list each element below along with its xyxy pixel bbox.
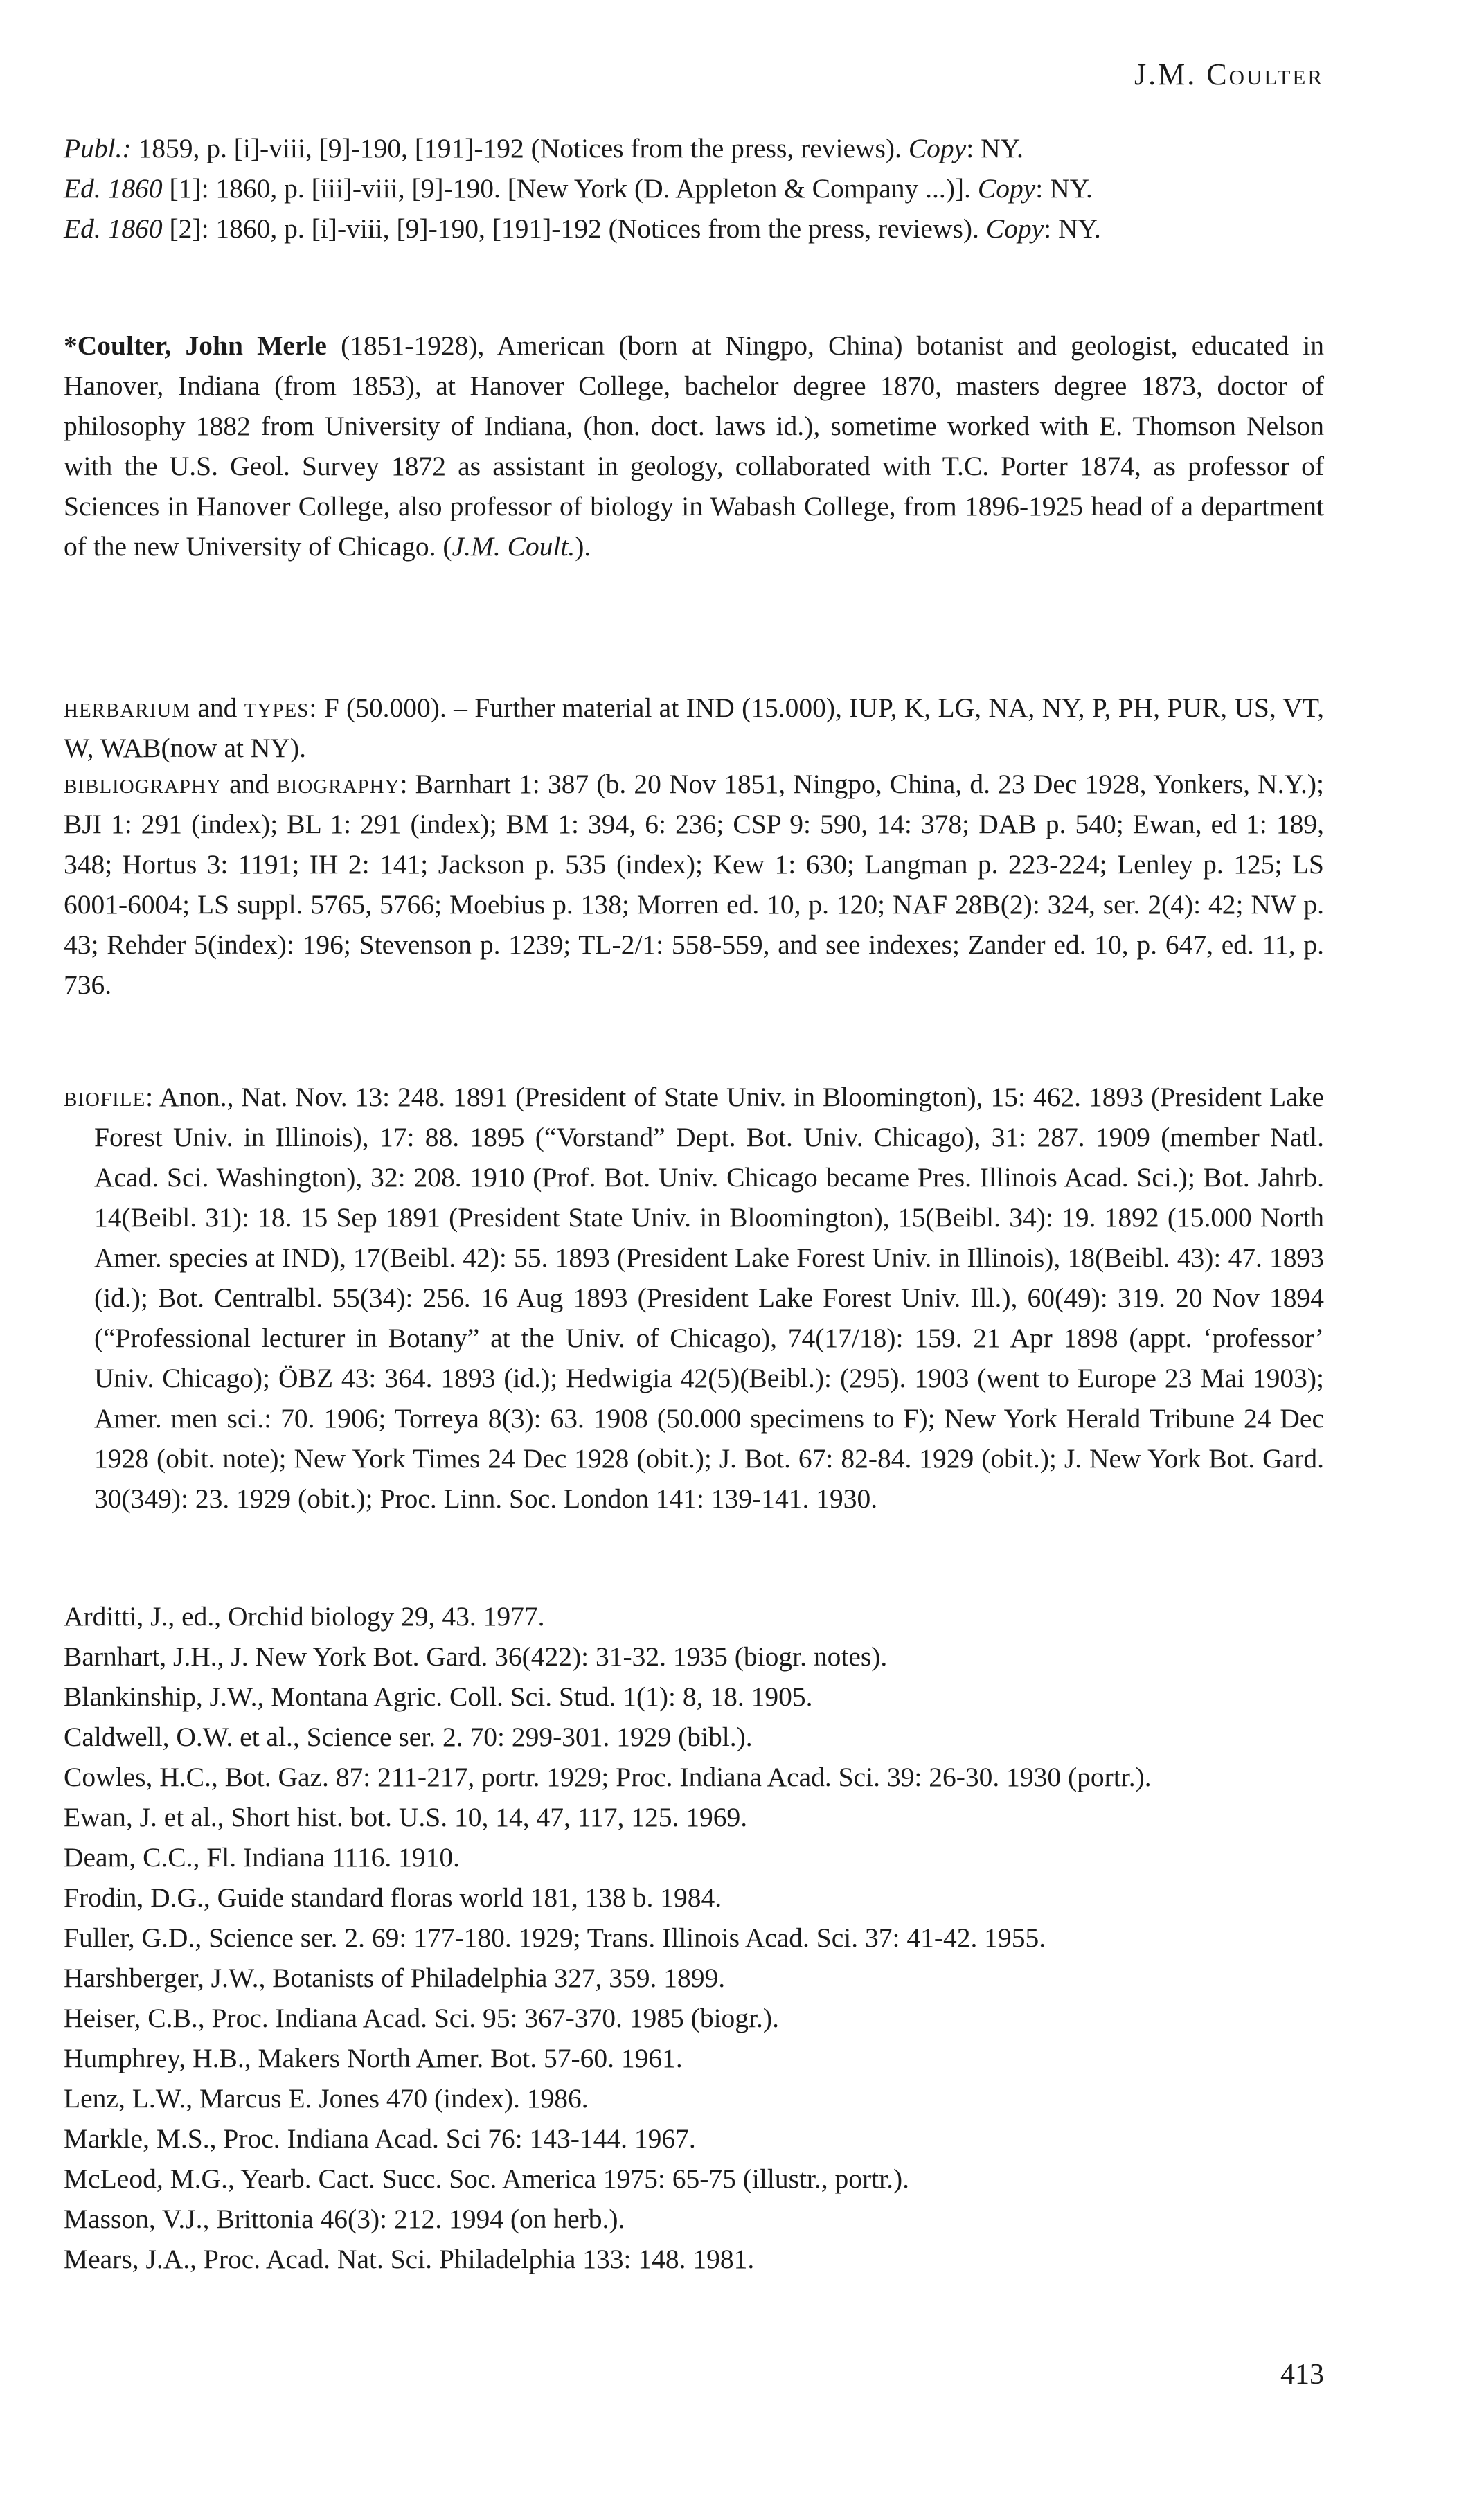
publication-label: Ed. 1860 xyxy=(64,173,163,204)
reference-item: Masson, V.J., Brittonia 46(3): 212. 1994 (on herb.). xyxy=(64,2204,625,2234)
reference-item: Lenz, L.W., Marcus E. Jones 470 (index). 1986. xyxy=(64,2083,589,2114)
section-label: types xyxy=(244,692,310,724)
reference-item: Barnhart, J.H., J. New York Bot. Gard. 36(422): 31-32. 1935 (biogr. notes). xyxy=(64,1641,888,1672)
publication-line: Ed. 1860 [2]: 1860, p. [i]-viii, [9]-190, [191]-192 (Notices from the press, reviews). Copy: NY. xyxy=(64,213,1101,244)
reference-item: Heiser, C.B., Proc. Indiana Acad. Sci. 95: 367-370. 1985 (biogr.). xyxy=(64,2003,779,2033)
publication-line: Publ.: 1859, p. [i]-viii, [9]-190, [191]-192 (Notices from the press, reviews). Copy: NY. xyxy=(64,133,1023,163)
reference-item: Fuller, G.D., Science ser. 2. 69: 177-180. 1929; Trans. Illinois Acad. Sci. 37: 41-42. 1955. xyxy=(64,1922,1046,1953)
entry-paragraph: *Coulter, John Merle (1851-1928), American (born at Ningpo, China) botanist and geologist, educated in Hanover, Indiana (from 1853), at Hanover College, bachelor degree 1870, masters degree 1873, doctor of philosophy 1882 from University of Indiana, (hon. doct. laws id.), sometime worked with E. Thomson Nelson with the U.S. Geol. Survey 1872 as assistant in geology, collaborated with T.C. Porter 1874, as professor of Sciences in Hanover College, also professor of biology in Wabash College, from 1896-1925 head of a department of the new University of Chicago. (J.M. Coult.). xyxy=(64,330,1324,562)
reference-item: Arditti, J., ed., Orchid biology 29, 43. 1977. xyxy=(64,1601,545,1632)
reference-item: Blankinship, J.W., Montana Agric. Coll. Sci. Stud. 1(1): 8, 18. 1905. xyxy=(64,1681,813,1712)
publication-label: Ed. 1860 xyxy=(64,213,163,244)
reference-item: Caldwell, O.W. et al., Science ser. 2. 70: 299-301. 1929 (bibl.). xyxy=(64,1722,753,1752)
reference-item: Mears, J.A., Proc. Acad. Nat. Sci. Philadelphia 133: 148. 1981. xyxy=(64,2244,755,2274)
reference-item: Deam, C.C., Fl. Indiana 1116. 1910. xyxy=(64,1842,460,1873)
reference-item: Cowles, H.C., Bot. Gaz. 87: 211-217, portr. 1929; Proc. Indiana Acad. Sci. 39: 26-30. 1930 (portr.). xyxy=(64,1762,1152,1792)
section-label: biofile xyxy=(64,1081,146,1113)
author-abbreviation: J.M. Coult. xyxy=(452,531,575,562)
publications-section xyxy=(64,128,1324,249)
page-number: 413 xyxy=(1280,2359,1324,2391)
entry-name: *Coulter, John Merle xyxy=(64,330,327,361)
references-list xyxy=(64,1596,1324,2279)
publication-line: Ed. 1860 [1]: 1860, p. [iii]-viii, [9]-190. [New York (D. Appleton & Company ...)]. Copy: NY. xyxy=(64,173,1093,204)
section-label: biography xyxy=(276,768,400,800)
section-label: herbarium xyxy=(64,692,191,724)
reference-item: Markle, M.S., Proc. Indiana Acad. Sci 76: 143-144. 1967. xyxy=(64,2123,696,2154)
reference-item: Ewan, J. et al., Short hist. bot. U.S. 10, 14, 47, 117, 125. 1969. xyxy=(64,1802,748,1832)
publication-label: Publ.: xyxy=(64,133,132,163)
reference-item: Frodin, D.G., Guide standard floras world 181, 138 b. 1984. xyxy=(64,1882,722,1913)
reference-item: Harshberger, J.W., Botanists of Philadelphia 327, 359. 1899. xyxy=(64,1963,726,1993)
biofile-section: biofile: Anon., Nat. Nov. 13: 248. 1891 (President of State Univ. in Bloomington), 15: 462. 1893 (President Lake Forest Univ. in Illinois), 17: 88. 1895 (“Vorstand” Dept. Bot. Univ. Chicago), 31: 287. 1909 (member Natl. Acad. Sci. Washington), 32: 208. 1910 (Prof. Bot. Univ. Chicago became Pres. Illinois Acad. Sci.); Bot. Jahrb. 14(Beibl. 31): 18. 15 Sep 1891 (President State Univ. in Bloomington), 15(Beibl. 34): 19. 1892 (15.000 North Amer. species at IND), 17(Beibl. 42): 55. 1893 (President Lake Forest Univ. in Illinois), 18(Beibl. 43): 47. 1893 (id.); Bot. Centralbl. 55(34): 256. 16 Aug 1893 (President Lake Forest Univ. Ill.), 60(49): 319. 20 Nov 1894 (“Professional lecturer in Botany” at the Univ. of Chicago), 74(17/18): 159. 21 Apr 1898 (appt. ‘professor’ Univ. Chicago); ÖBZ 43: 364. 1893 (id.); Hedwigia 42(5)(Beibl.): (295). 1903 (went to Europe 23 Mai 1903); Amer. men sci.: 70. 1906; Torreya 8(3): 63. 1908 (50.000 specimens to F); New York Herald Tribune 24 Dec 1928 (obit. note); New York Times 24 Dec 1928 (obit.); J. Bot. 67: 82-84. 1929 (obit.); J. New York Bot. Gard. 30(349): 23. 1929 (obit.); Proc. Linn. Soc. London 141: 139-141. 1930. xyxy=(64,1081,1324,1514)
reference-item: McLeod, M.G., Yearb. Cact. Succ. Soc. America 1975: 65-75 (illustr., portr.). xyxy=(64,2163,910,2194)
section-label: bibliography xyxy=(64,768,222,800)
herbarium-section: herbarium and types: F (50.000). – Further material at IND (15.000), IUP, K, LG, NA, NY, P, PH, PUR, US, VT, W, WAB(now at NY). xyxy=(64,692,1324,763)
bibliography-section: bibliography and biography: Barnhart 1: 387 (b. 20 Nov 1851, Ningpo, China, d. 23 Dec 1928, Yonkers, N.Y.); BJI 1: 291 (index); BL 1: 291 (index); BM 1: 394, 6: 236; CSP 9: 590, 14: 378; DAB p. 540; Ewan, ed 1: 189, 348; Hortus 3: 1191; IH 2: 141; Jackson p. 535 (index); Kew 1: 630; Langman p. 223-224; Lenley p. 125; LS 6001-6004; LS suppl. 5765, 5766; Moebius p. 138; Morren ed. 10, p. 120; NAF 28B(2): 324, ser. 2(4): 42; NW p. 43; Rehder 5(index): 196; Stevenson p. 1239; TL-2/1: 558-559, and see indexes; Zander ed. 10, p. 647, ed. 11, p. 736. xyxy=(64,768,1324,1000)
running-head: J.M. Coulter xyxy=(1134,57,1324,91)
reference-item: Humphrey, H.B., Makers North Amer. Bot. 57-60. 1961. xyxy=(64,2043,683,2073)
